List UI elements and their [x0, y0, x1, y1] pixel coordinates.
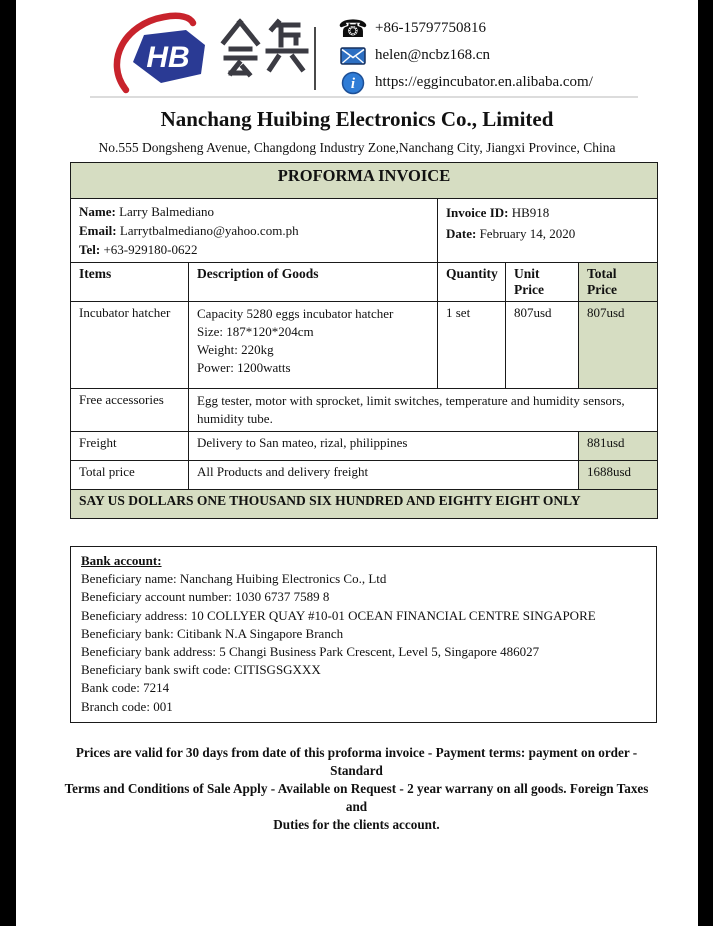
header-vertical-divider — [314, 27, 316, 90]
invoice-table — [70, 162, 658, 519]
tel-value: +63-929180-0622 — [103, 242, 198, 257]
logo-chinese-char-bing — [268, 22, 306, 69]
column-header-items: Items — [71, 263, 189, 302]
email-value: Larrytbalmediano@yahoo.com.ph — [119, 223, 299, 238]
date-value: February 14, 2020 — [479, 226, 576, 241]
item-desc-weight: Weight: 220kg — [197, 342, 274, 357]
svg-text:i: i — [350, 75, 356, 92]
date-label: Date: — [446, 226, 477, 241]
bank-code: Bank code: 7214 — [81, 680, 170, 696]
bank-branch-code: Branch code: 001 — [81, 698, 173, 714]
freight-description-cell: Delivery to San mateo, rizal, philippines — [189, 432, 579, 461]
bank-beneficiary-bank: Beneficiary bank: Citibank N.A Singapore Branch — [81, 625, 344, 641]
email-label: Email: — [79, 223, 117, 238]
column-header-total-price: Total Price — [579, 263, 658, 302]
column-header-description: Description of Goods — [189, 263, 438, 302]
item-description-cell — [189, 302, 438, 389]
total-description-cell: All Products and delivery freight — [189, 461, 579, 490]
bank-beneficiary-name: Beneficiary name: Nanchang Huibing Electronics Co., Ltd — [81, 571, 387, 587]
accessories-row — [71, 389, 658, 432]
invoice-id-line — [446, 202, 649, 223]
right-black-bar — [698, 0, 713, 926]
item-desc-size: Size: 187*120*204cm — [197, 324, 314, 339]
item-quantity-cell: 1 set — [438, 302, 506, 389]
item-row — [71, 302, 658, 389]
table-header-row — [71, 263, 658, 302]
amount-in-words-row — [71, 490, 658, 519]
item-total-price-cell: 807usd — [579, 302, 658, 389]
contact-email-row — [338, 42, 668, 69]
name-value: Larry Balmediano — [119, 204, 215, 219]
total-name-cell: Total price — [71, 461, 189, 490]
logo-chinese-char-hui — [224, 22, 257, 74]
email-address-text: helen@ncbz168.cn — [375, 47, 491, 63]
total-price-row — [71, 461, 658, 490]
grand-total-price-cell: 1688usd — [579, 461, 658, 490]
item-unit-price-cell: 807usd — [506, 302, 579, 389]
tel-label: Tel: — [79, 242, 101, 257]
bank-swift-code: Beneficiary bank swift code: CITISGSGXXX — [81, 662, 321, 678]
contact-website-row — [338, 69, 668, 96]
invoice-meta-cell — [438, 199, 658, 263]
company-address: No.555 Dongsheng Avenue, Changdong Industry Zone,Nanchang City, Jiangxi Province, China — [98, 140, 616, 155]
contact-phone-row — [338, 15, 668, 42]
left-black-bar — [0, 0, 16, 926]
invoice-title-row — [71, 163, 658, 199]
freight-total-price-cell: 881usd — [579, 432, 658, 461]
bank-beneficiary-address: Beneficiary address: 10 COLLYER QUAY #10-01 OCEAN FINANCIAL CENTRE SINGAPORE — [81, 607, 596, 623]
bank-account-box — [70, 546, 657, 723]
email-icon — [338, 47, 368, 65]
accessories-description-cell: Egg tester, motor with sprocket, limit switches, temperature and humidity sensors, humidity tube. — [189, 389, 658, 432]
phone-number-text: +86-15797750816 — [375, 20, 486, 36]
contact-info — [338, 15, 668, 96]
invoice-id-value: HB918 — [511, 205, 550, 220]
invoice-id-label: Invoice ID: — [446, 205, 509, 220]
column-header-quantity: Quantity — [438, 263, 506, 302]
customer-info-cell — [71, 199, 438, 263]
phone-icon: ☎ — [338, 14, 368, 43]
amount-in-words: SAY US DOLLARS ONE THOUSAND SIX HUNDRED AND EIGHTY EIGHT ONLY — [71, 490, 658, 519]
item-name-cell: Incubator hatcher — [71, 302, 189, 389]
freight-name-cell: Freight — [71, 432, 189, 461]
column-header-unit-price: Unit Price — [506, 263, 579, 302]
website-icon — [338, 71, 368, 95]
bank-account-number: Beneficiary account number: 1030 6737 7589 8 — [81, 589, 330, 605]
item-desc-capacity: Capacity 5280 eggs incubator hatcher — [197, 306, 394, 321]
logo-graphic — [112, 10, 312, 96]
company-name: Nanchang Huibing Electronics Co., Limited — [160, 107, 554, 131]
invoice-title: PROFORMA INVOICE — [71, 163, 658, 199]
terms-line-3: Duties for the clients account. — [273, 817, 440, 832]
customer-info-row — [71, 199, 658, 263]
header-separator-line — [90, 96, 638, 98]
company-logo — [112, 10, 312, 96]
customer-email-line — [79, 221, 429, 240]
terms-line-2: Terms and Conditions of Sale Apply - Available on Request - 2 year warrany on all goods. Foreign Taxes and — [64, 781, 649, 814]
customer-tel-line — [79, 240, 429, 259]
customer-name-line — [79, 202, 429, 221]
terms-line-1: Prices are valid for 30 days from date of this proforma invoice - Payment terms: payment on order - Standard — [75, 745, 638, 778]
accessories-name-cell: Free accessories — [71, 389, 189, 432]
bank-beneficiary-bank-address: Beneficiary bank address: 5 Changi Business Park Crescent, Level 5, Singapore 486027 — [81, 644, 540, 660]
logo-hb-monogram: HB — [146, 41, 190, 74]
website-url-text: https://eggincubator.en.alibaba.com/ — [375, 74, 593, 90]
bank-account-title: Bank account: — [81, 553, 162, 568]
name-label: Name: — [79, 204, 116, 219]
item-desc-power: Power: 1200watts — [197, 360, 291, 375]
invoice-date-line — [446, 223, 649, 244]
freight-row — [71, 432, 658, 461]
terms-and-conditions — [56, 744, 657, 834]
